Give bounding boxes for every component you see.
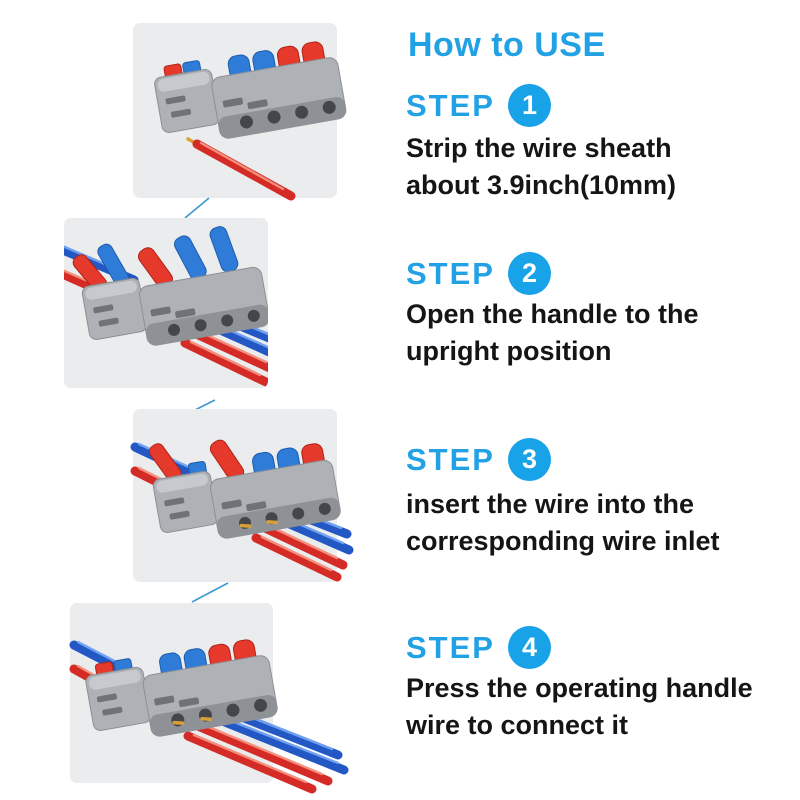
- step2-description: [406, 296, 699, 370]
- copper-wire-tip: [202, 717, 210, 720]
- copper-wire-tip: [268, 520, 276, 523]
- step2-photo: [64, 218, 268, 388]
- step4-description: [406, 670, 753, 744]
- step2-line1: Open the handle to the: [406, 299, 699, 329]
- step1-number-badge: 1: [508, 84, 551, 127]
- step3-line2: corresponding wire inlet: [406, 526, 720, 556]
- step3-label: STEP: [406, 441, 495, 477]
- step4-header: [406, 626, 551, 669]
- step2-header: [406, 252, 551, 295]
- step4-line2: wire to connect it: [406, 710, 629, 740]
- step4-connector-illustration: [70, 603, 355, 785]
- copper-wire-tip: [241, 524, 249, 527]
- step1-label: STEP: [406, 87, 495, 123]
- step1-line1: Strip the wire sheath: [406, 133, 672, 163]
- step1-connector-illustration: [133, 23, 337, 198]
- step1-photo: [133, 23, 337, 198]
- step2-line2: upright position: [406, 336, 612, 366]
- step4-number-badge: 4: [508, 626, 551, 669]
- step1-line2: about 3.9inch(10mm): [406, 170, 677, 200]
- step1-description: [406, 130, 676, 204]
- step3-header: [406, 438, 551, 481]
- step2-connector-illustration: [64, 218, 268, 388]
- step4-label: STEP: [406, 629, 495, 665]
- step-connector-line: [183, 196, 211, 220]
- step3-number-badge: 3: [508, 438, 551, 481]
- step2-label: STEP: [406, 255, 495, 291]
- step2-number-badge: 2: [508, 252, 551, 295]
- step-connector-line: [190, 581, 230, 604]
- step3-description: [406, 486, 720, 560]
- step3-line1: insert the wire into the: [406, 489, 695, 519]
- step4-line1: Press the operating handle: [406, 673, 753, 703]
- copper-wire-tip: [174, 721, 182, 724]
- step3-connector-illustration: [133, 409, 353, 582]
- step3-photo: [133, 409, 353, 582]
- step1-header: [406, 84, 551, 127]
- page-title: How to USE: [408, 26, 606, 64]
- step4-photo: [70, 603, 355, 785]
